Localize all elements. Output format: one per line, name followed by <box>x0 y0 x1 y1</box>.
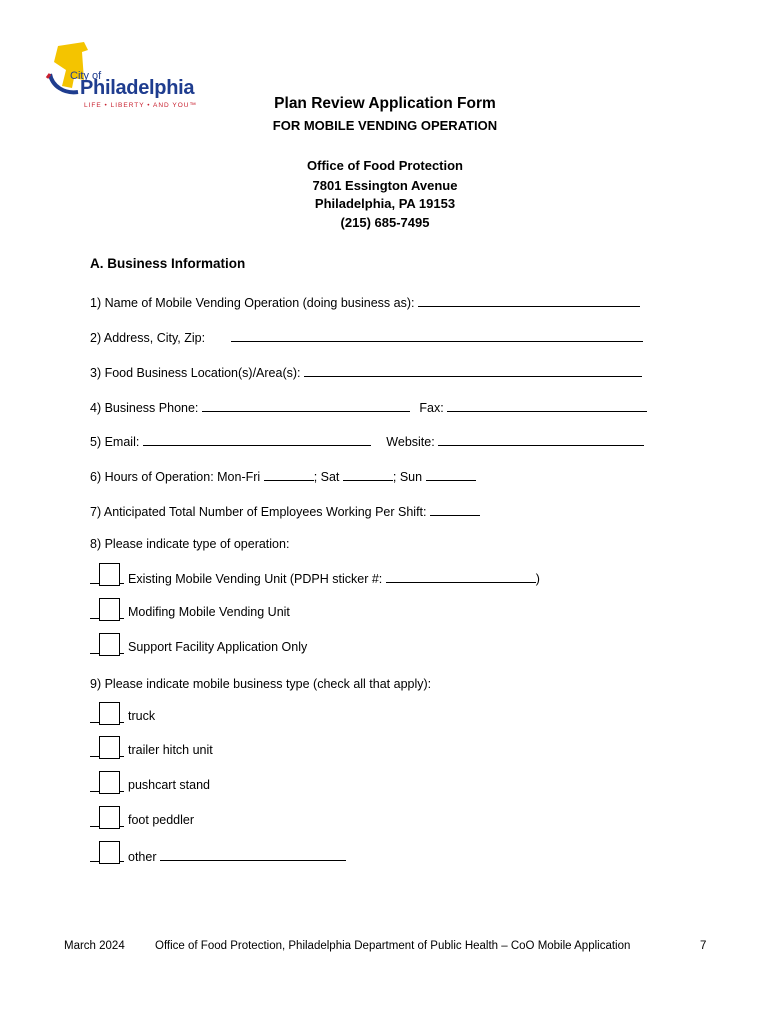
trailer-label: trailer hitch unit <box>128 743 213 757</box>
question-5 <box>90 433 644 449</box>
form-subtitle: FOR MOBILE VENDING OPERATION <box>272 118 498 133</box>
footer-center: Office of Food Protection, Philadelphia Department of Public Health – CoO Mobile Application <box>155 940 631 952</box>
logo-city-text: City of <box>70 70 102 82</box>
pushcart-label: pushcart stand <box>128 778 210 792</box>
office-city: Philadelphia, PA 19153 <box>314 196 456 211</box>
question-7 <box>90 503 480 519</box>
question-2-label: 2) Address, City, Zip: <box>90 331 206 345</box>
checkbox[interactable] <box>99 633 120 656</box>
business-name-field[interactable] <box>418 294 640 307</box>
question-1 <box>90 294 640 310</box>
question-7-label: 7) Anticipated Total Number of Employees Working Per Shift: <box>90 505 427 519</box>
other-type-field[interactable] <box>160 848 346 861</box>
checkbox[interactable] <box>99 702 120 725</box>
option-label <box>128 848 346 864</box>
question-5-website-label: Website: <box>386 435 435 449</box>
modifying-unit-label: Modifing Mobile Vending Unit <box>128 605 290 619</box>
support-facility-label: Support Facility Application Only <box>128 640 308 654</box>
existing-unit-label: Existing Mobile Vending Unit (PDPH sticker #: <box>128 572 386 586</box>
footer-date: March 2024 <box>64 940 125 952</box>
pdph-sticker-field[interactable] <box>386 570 536 583</box>
employees-per-shift-field[interactable] <box>430 503 480 516</box>
question-6-sun-label: ; Sun <box>392 470 423 484</box>
question-3 <box>90 364 642 380</box>
existing-unit-close: ) <box>535 572 540 586</box>
footer-page-number: 7 <box>700 940 707 952</box>
hours-sat-field[interactable] <box>343 468 393 481</box>
question-8: 8) Please indicate type of operation: <box>90 537 290 551</box>
question-2 <box>90 329 643 345</box>
checkbox[interactable] <box>99 736 120 759</box>
question-6-label: 6) Hours of Operation: Mon-Fri <box>90 470 261 484</box>
website-field[interactable] <box>438 433 644 446</box>
office-phone: (215) 685-7495 <box>340 215 430 230</box>
section-a-heading: A. Business Information <box>90 256 246 271</box>
checkbox[interactable] <box>99 563 120 586</box>
question-4-fax-label: Fax: <box>419 401 444 415</box>
office-street: 7801 Essington Avenue <box>312 178 458 193</box>
form-title: Plan Review Application Form <box>274 95 496 112</box>
foot-peddler-label: foot peddler <box>128 813 195 827</box>
question-5-email-label: 5) Email: <box>90 435 140 449</box>
logo-tagline: LIFE • LIBERTY • AND YOU™ <box>84 102 197 109</box>
address-field[interactable] <box>231 329 643 342</box>
hours-mon-fri-field[interactable] <box>264 468 314 481</box>
question-4-phone-label: 4) Business Phone: <box>90 401 199 415</box>
logo-name-text: Philadelphia <box>80 77 195 99</box>
hours-sun-field[interactable] <box>426 468 476 481</box>
checkbox[interactable] <box>99 598 120 621</box>
fax-field[interactable] <box>447 399 647 412</box>
checkbox[interactable] <box>99 841 120 864</box>
question-9: 9) Please indicate mobile business type (check all that apply): <box>90 677 432 691</box>
email-field[interactable] <box>143 433 371 446</box>
question-6 <box>90 468 476 484</box>
business-phone-field[interactable] <box>202 399 410 412</box>
question-1-label: 1) Name of Mobile Vending Operation (doing business as): <box>90 296 415 310</box>
other-label: other <box>128 850 157 864</box>
option-label <box>128 570 540 586</box>
question-6-sat-label: ; Sat <box>313 470 340 484</box>
question-4 <box>90 399 647 415</box>
checkbox[interactable] <box>99 771 120 794</box>
question-3-label: 3) Food Business Location(s)/Area(s): <box>90 366 301 380</box>
checkbox[interactable] <box>99 806 120 829</box>
truck-label: truck <box>128 709 156 723</box>
location-field[interactable] <box>304 364 642 377</box>
office-name: Office of Food Protection <box>307 158 463 173</box>
